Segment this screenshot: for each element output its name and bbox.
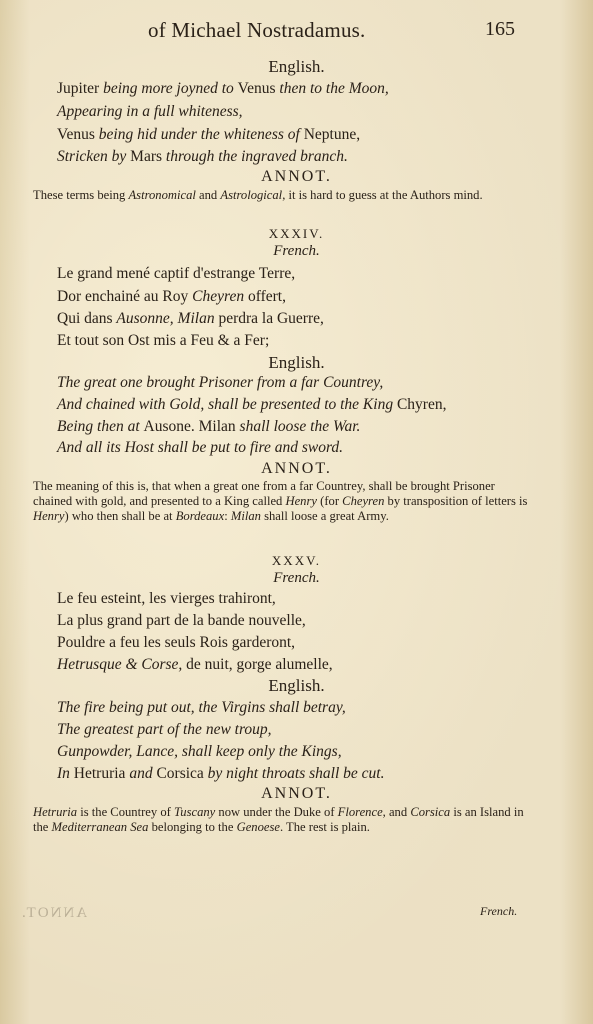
english-heading-3: English.: [268, 676, 325, 695]
roman-text: Et tout son Ost mis a Feu & a Fer;: [57, 332, 270, 349]
verse-line: [57, 80, 389, 98]
italic-text: Henry: [33, 509, 65, 523]
roman-text: Corsica: [156, 765, 208, 782]
roman-text: Ausone. Milan: [143, 418, 240, 435]
verse-line: [57, 590, 276, 608]
roman-text: (for: [316, 494, 343, 508]
verse-line: [57, 126, 360, 144]
annotation-paragraph: [33, 805, 533, 835]
italic-text: through the ingraved branch.: [165, 148, 348, 165]
annotation-paragraph: [33, 479, 533, 524]
roman-text: . The rest is plain.: [279, 820, 370, 834]
roman-text: belonging to the: [148, 820, 237, 834]
bleed-through-text: ANNOT.: [20, 905, 88, 921]
roman-text: Neptune,: [303, 126, 361, 143]
roman-text: Hetruria: [73, 765, 130, 782]
catchword: French.: [480, 904, 518, 918]
quatrain-number: XXXIV.: [268, 226, 325, 241]
quatrain-number: XXXV.: [271, 553, 322, 568]
roman-text: is the Countrey of: [77, 805, 174, 819]
roman-text: and: [195, 188, 221, 202]
roman-text: shall loose a great Army.: [260, 509, 389, 523]
roman-text: is an Island in the: [33, 805, 524, 834]
roman-text: , it is hard to guess at the Authors mind.: [282, 188, 483, 202]
roman-text: Le feu esteint, les vierges trahiront,: [57, 590, 276, 607]
italic-text: Bordeaux: [175, 509, 225, 523]
roman-text: :: [224, 509, 231, 523]
french-heading: French.: [273, 243, 320, 259]
italic-text: The greatest part of the new troup,: [57, 721, 272, 738]
italic-text: And all its Host shall be put to fire and sword.: [57, 439, 344, 456]
verse-line: [57, 656, 333, 674]
roman-text: Venus: [57, 126, 99, 143]
italic-text: And chained with Gold, shall be presented to the King: [57, 396, 397, 413]
roman-text: Mars: [130, 148, 166, 165]
italic-text: Hetruria: [33, 805, 78, 819]
italic-text: Cheyren: [192, 288, 245, 305]
english-heading-1: English.: [268, 57, 325, 76]
verse-line: [57, 418, 360, 436]
italic-text: Stricken by: [57, 148, 131, 165]
roman-text: Pouldre a feu les seuls Rois garderont,: [57, 634, 296, 651]
italic-text: Appearing in a full whiteness,: [57, 103, 243, 120]
verse-line: [57, 743, 342, 761]
verse-line: [57, 288, 286, 306]
verse-line: [57, 699, 346, 717]
verse-line: [57, 265, 295, 283]
page-header: [0, 18, 593, 48]
roman-text: de nuit, gorge alumelle,: [182, 656, 333, 673]
verse-line: [57, 332, 269, 350]
verse-line: [57, 310, 324, 328]
verse-line: [57, 721, 272, 739]
italic-text: Astronomical: [128, 188, 196, 202]
roman-text: Jupiter: [57, 80, 104, 97]
roman-text: The meaning of this is, that when a great one from a far Countrey, shall be brought Prisoner chained with gold, and presented to a King called: [33, 479, 495, 508]
italic-text: In: [57, 765, 74, 782]
roman-text: Le grand mené captif d'estrange Terre,: [57, 265, 296, 282]
italic-text: Astrological: [220, 188, 283, 202]
italic-text: Genoese: [236, 820, 280, 834]
roman-text: by transposition of letters is: [384, 494, 528, 508]
verse-line: [57, 374, 383, 392]
italic-text: then to the Moon,: [279, 80, 389, 97]
verse-line: [57, 765, 384, 783]
roman-text: La plus grand part de la bande nouvelle,: [57, 612, 306, 629]
italic-text: Hetrusque & Corse,: [57, 656, 183, 673]
roman-text: offert,: [244, 288, 286, 305]
roman-text: Dor enchainé au Roy: [57, 288, 193, 305]
italic-text: Henry: [285, 494, 317, 508]
italic-text: Gunpowder, Lance, shall keep only the Kings,: [57, 743, 342, 760]
annot-heading-3: ANNOT.: [261, 785, 332, 802]
italic-text: being hid under the whiteness of: [98, 126, 304, 143]
italic-text: The fire being put out, the Virgins shall betray,: [57, 699, 346, 716]
roman-text: Venus: [237, 80, 280, 97]
roman-text: perdra la Guerre,: [214, 310, 324, 327]
verse-line: [57, 612, 306, 630]
italic-text: and: [129, 765, 157, 782]
italic-text: by night throats shall be cut.: [207, 765, 385, 782]
italic-text: Florence: [337, 805, 383, 819]
annotation-paragraph: [33, 188, 533, 203]
roman-text: Qui dans: [57, 310, 117, 327]
italic-text: The great one brought Prisoner from a far Countrey,: [57, 374, 384, 391]
italic-text: Mediterranean Sea: [51, 820, 149, 834]
annot-heading-1: ANNOT.: [261, 168, 332, 185]
italic-text: being more joyned to: [103, 80, 238, 97]
running-head: of Michael Nostradamus.: [148, 18, 366, 42]
roman-text: These terms being: [33, 188, 129, 202]
roman-text: , and: [382, 805, 411, 819]
verse-line: [57, 103, 243, 121]
french-heading: French.: [273, 570, 320, 586]
page-number: 165: [485, 18, 515, 40]
verse-line: [57, 439, 343, 457]
english-heading-2: English.: [268, 353, 325, 372]
italic-text: Milan: [230, 509, 261, 523]
verse-line: [57, 148, 348, 166]
roman-text: now under the Duke of: [215, 805, 338, 819]
roman-text: ) who then shall be at: [64, 509, 176, 523]
italic-text: Tuscany: [173, 805, 216, 819]
italic-text: Being then at: [57, 418, 144, 435]
verse-line: [57, 396, 446, 414]
italic-text: shall loose the War.: [239, 418, 361, 435]
italic-text: Cheyren: [342, 494, 385, 508]
italic-text: Corsica: [410, 805, 451, 819]
annot-heading-2: ANNOT.: [261, 460, 332, 477]
roman-text: Chyren,: [396, 396, 447, 413]
italic-text: Ausonne, Milan: [116, 310, 215, 327]
verse-line: [57, 634, 295, 652]
